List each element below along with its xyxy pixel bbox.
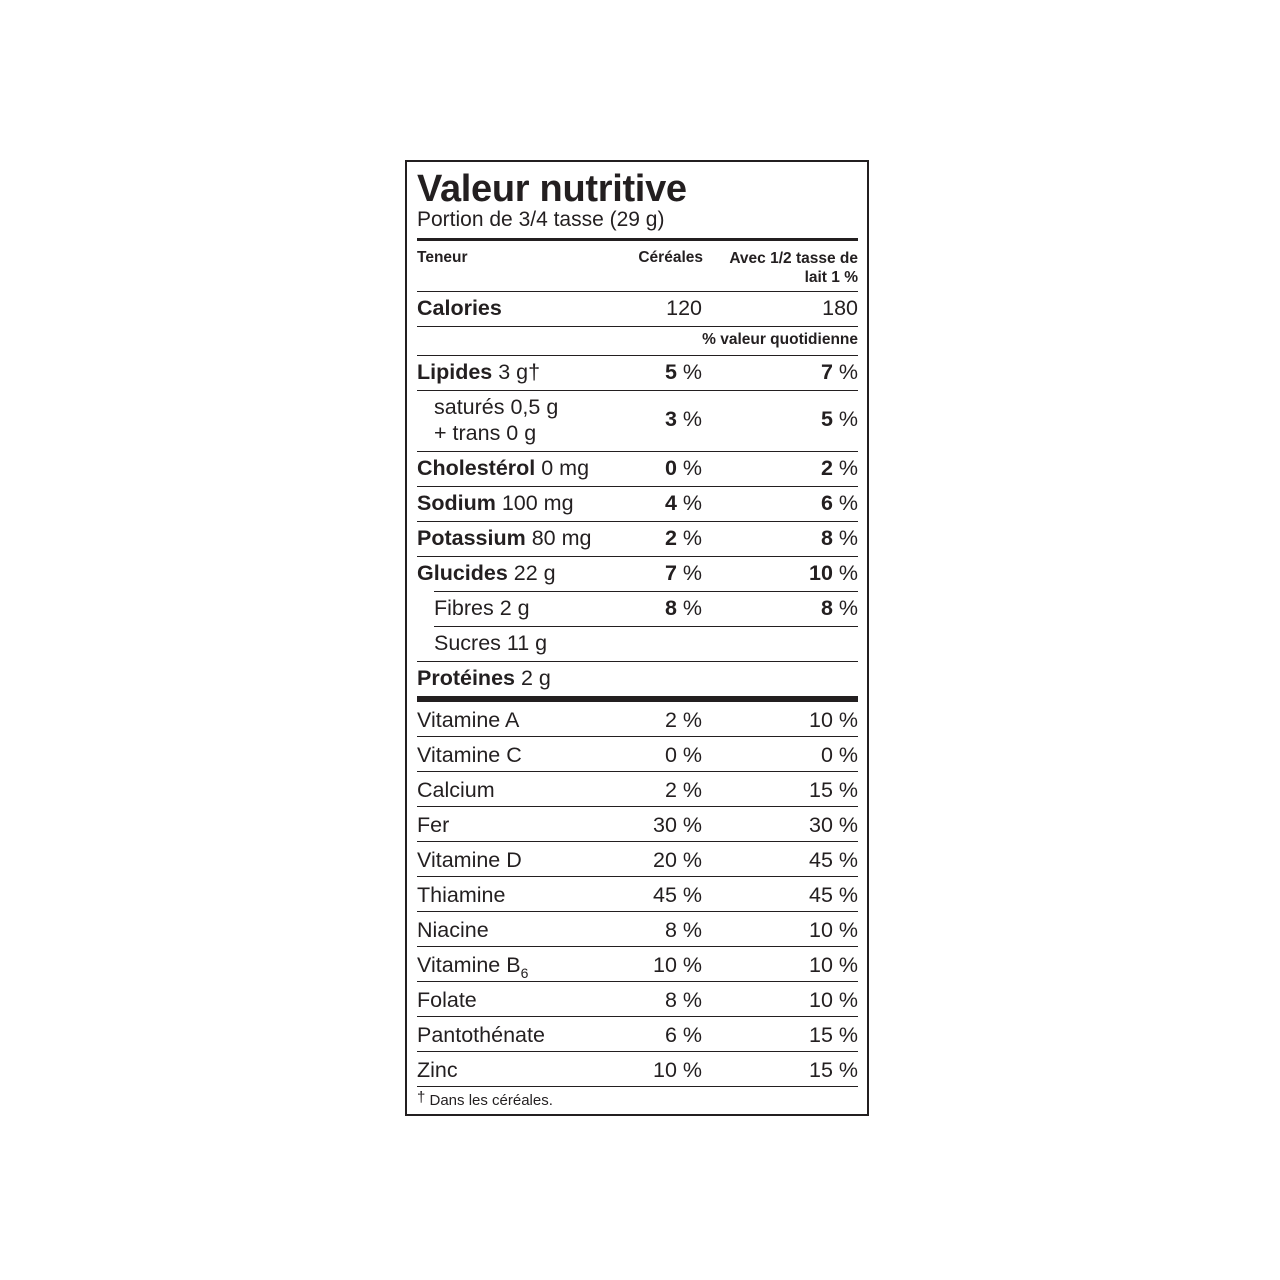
vitamin-subscript: 6 [520, 965, 529, 981]
nutrient-milk-dv [821, 407, 858, 432]
nutrient-name-line2: + trans 0 g [434, 421, 537, 445]
vitamin-cereal-dv: 8 % [664, 918, 702, 942]
nutrient-name: Glucides [417, 561, 508, 585]
pct-sign: % [832, 407, 858, 431]
footnote-divider [417, 1086, 858, 1087]
nutrient-label [417, 456, 589, 481]
nutrient-amount: 80 mg [525, 526, 592, 550]
nutrient-row-fibres [434, 591, 858, 626]
nutrient-amount: 3 g† [492, 360, 541, 384]
vitamin-row [417, 736, 858, 771]
nutrition-table [417, 162, 858, 1109]
nutrient-label: Fibres 2 g [434, 596, 530, 620]
vitamin-name: Fer [417, 813, 450, 837]
vitamin-cereal-dv: 0 % [664, 743, 702, 767]
vitamin-name: Vitamine A [417, 708, 520, 732]
vitamin-row [417, 981, 858, 1016]
vitamin-name [417, 953, 529, 981]
column-header [417, 241, 858, 291]
pct-sign: % [832, 491, 858, 515]
vitamin-cereal-dv: 30 % [652, 813, 702, 837]
vitamin-cereal-dv: 8 % [664, 988, 702, 1012]
dv-value: 3 [664, 407, 677, 431]
dv-value: 6 [820, 491, 833, 515]
daily-value-row [417, 326, 858, 355]
dv-value: 8 [820, 596, 833, 620]
vitamin-milk-dv: 15 % [808, 1058, 858, 1082]
serving-size: Portion de 3/4 tasse (29 g) [417, 208, 665, 231]
vitamin-cereal-dv: 10 % [652, 953, 702, 977]
vitamin-name: Folate [417, 988, 477, 1012]
nutrient-name: Potassium [417, 526, 526, 550]
nutrient-row-sucres [434, 626, 858, 661]
nutrient-name: Sodium [417, 491, 496, 515]
vitamin-name: Thiamine [417, 883, 506, 907]
dv-value: 5 [664, 360, 677, 384]
nutrient-row-cholesterol [417, 451, 858, 486]
vitamin-name: Niacine [417, 918, 489, 942]
dv-value: 7 [664, 561, 677, 585]
dagger-mark: † [417, 1089, 426, 1106]
nutrient-row-lipides [417, 355, 858, 390]
vitamin-milk-dv: 10 % [808, 708, 858, 732]
nutrient-amount: 2 g [514, 666, 551, 690]
nutrient-cereal-dv [665, 360, 702, 385]
nutrient-milk-dv [821, 526, 858, 551]
nutrient-label [417, 666, 551, 691]
nutrient-cereal-dv [665, 407, 702, 432]
daily-value-label: % valeur quotidienne [702, 331, 858, 348]
vitamin-cereal-dv: 10 % [652, 1058, 702, 1082]
nutrient-row-sodium [417, 486, 858, 521]
pct-sign: % [676, 526, 702, 550]
nutrient-milk-dv [821, 491, 858, 516]
dv-value: 8 [820, 526, 833, 550]
nutrient-name: Protéines [417, 666, 515, 690]
nutrient-cereal-dv [665, 526, 702, 551]
nutrient-cereal-dv [665, 491, 702, 516]
vitamin-milk-dv: 15 % [808, 1023, 858, 1047]
vitamin-cereal-dv: 6 % [664, 1023, 702, 1047]
vitamin-row [417, 702, 858, 736]
vitamin-cereal-dv: 45 % [652, 883, 702, 907]
vitamin-name: Pantothénate [417, 1023, 545, 1047]
nutrient-amount: 22 g [507, 561, 556, 585]
pct-sign: % [676, 561, 702, 585]
vitamin-name: Vitamine D [417, 848, 522, 872]
pct-sign: % [676, 407, 702, 431]
header-with-milk [708, 249, 858, 287]
dv-value: 5 [820, 407, 833, 431]
vitamin-name-text: Vitamine B [417, 953, 521, 977]
nutrient-cereal-dv [665, 561, 702, 586]
vitamin-milk-dv: 45 % [808, 848, 858, 872]
nutrient-row-glucides [417, 556, 858, 591]
vitamin-name: Vitamine C [417, 743, 522, 767]
pct-sign: % [832, 526, 858, 550]
pct-sign: % [676, 596, 702, 620]
calories-milk: 180 [822, 296, 858, 320]
vitamin-row [417, 1051, 858, 1086]
vitamin-row [417, 841, 858, 876]
nutrient-name: Lipides [417, 360, 493, 384]
vitamin-row [417, 806, 858, 841]
vitamin-cereal-dv: 20 % [652, 848, 702, 872]
nutrient-row-proteines [417, 661, 858, 696]
nutrient-milk-dv [821, 456, 858, 481]
nutrient-label [434, 394, 558, 446]
vitamin-milk-dv: 10 % [808, 953, 858, 977]
vitamin-row [417, 946, 858, 981]
vitamin-milk-dv: 10 % [808, 918, 858, 942]
pct-sign: % [832, 360, 858, 384]
header-cereales: Céréales [638, 249, 703, 266]
vitamin-row [417, 771, 858, 806]
nutrient-name: saturés 0,5 g [434, 395, 559, 419]
nutrient-milk-dv [821, 360, 858, 385]
nutrient-row-potassium [417, 521, 858, 556]
nutrient-label: Sucres 11 g [434, 631, 548, 655]
nutrient-amount: 100 mg [495, 491, 574, 515]
dv-value: 2 [664, 526, 677, 550]
nutrient-milk-dv [809, 561, 858, 586]
nutrient-label [417, 526, 591, 551]
vitamin-milk-dv: 10 % [808, 988, 858, 1012]
dv-value: 0 [664, 456, 677, 480]
dv-value: 2 [820, 456, 833, 480]
pct-sign: % [676, 456, 702, 480]
pct-sign: % [832, 561, 858, 585]
vitamin-milk-dv: 0 % [820, 743, 858, 767]
nutrient-cereal-dv [665, 596, 702, 621]
vitamin-milk-dv: 30 % [808, 813, 858, 837]
nutrient-label [417, 491, 574, 516]
nutrient-row-satures [417, 390, 858, 451]
nutrient-label [417, 360, 540, 385]
header-milk-line2: lait 1 % [804, 269, 858, 286]
calories-row [417, 291, 858, 326]
calories-label: Calories [417, 296, 502, 320]
dv-value: 10 [808, 561, 833, 585]
vitamin-row [417, 876, 858, 911]
calories-cereal: 120 [666, 296, 702, 320]
nutrient-name: Cholestérol [417, 456, 536, 480]
footnote-text: Dans les céréales. [425, 1092, 553, 1109]
pct-sign: % [676, 360, 702, 384]
panel-title: Valeur nutritive [417, 168, 687, 210]
pct-sign: % [832, 596, 858, 620]
pct-sign: % [832, 456, 858, 480]
vitamin-row [417, 1016, 858, 1051]
dv-value: 4 [664, 491, 677, 515]
vitamin-name: Calcium [417, 778, 495, 802]
vitamin-row [417, 911, 858, 946]
nutrient-label [417, 561, 556, 586]
pct-sign: % [676, 491, 702, 515]
vitamin-milk-dv: 15 % [808, 778, 858, 802]
dv-value: 8 [664, 596, 677, 620]
nutrient-milk-dv [821, 596, 858, 621]
vitamin-cereal-dv: 2 % [664, 778, 702, 802]
header-milk-line1: Avec 1/2 tasse de [729, 250, 858, 267]
dv-value: 7 [820, 360, 833, 384]
vitamin-milk-dv: 45 % [808, 883, 858, 907]
vitamin-cereal-dv: 2 % [664, 708, 702, 732]
footnote [417, 1089, 858, 1109]
nutrient-amount: 0 mg [535, 456, 590, 480]
nutrition-facts-panel [405, 160, 869, 1116]
vitamin-name: Zinc [417, 1058, 458, 1082]
header-teneur: Teneur [417, 249, 468, 266]
nutrient-cereal-dv [665, 456, 702, 481]
